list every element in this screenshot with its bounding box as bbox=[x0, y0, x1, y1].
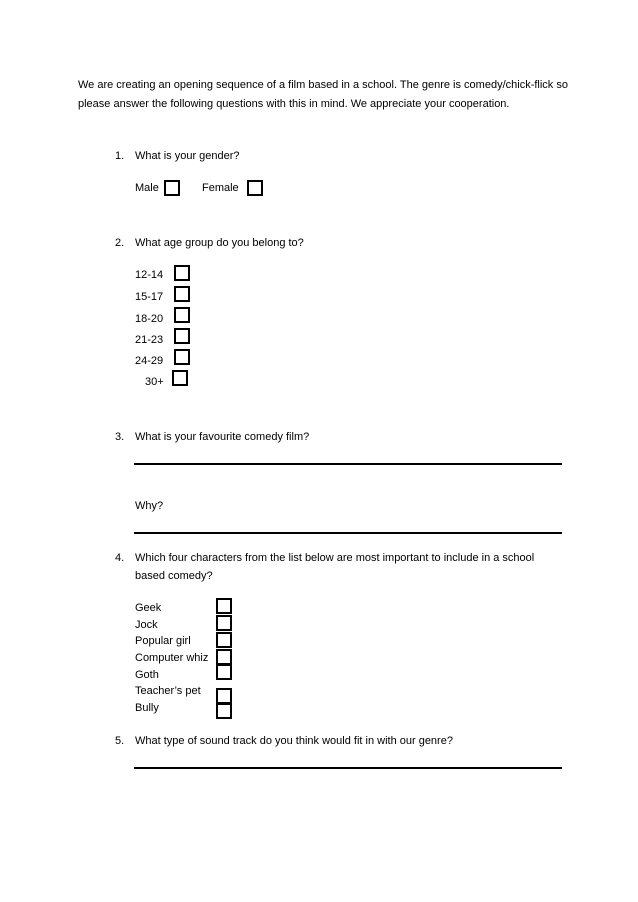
age-option-label: 24-29 bbox=[135, 355, 164, 367]
character-bully-checkbox[interactable] bbox=[216, 703, 232, 719]
age-24-29-checkbox[interactable] bbox=[174, 349, 190, 365]
question-1-text: What is your gender? bbox=[135, 150, 240, 162]
character-option-label: Goth bbox=[135, 669, 159, 681]
character-popular-girl-checkbox[interactable] bbox=[216, 632, 232, 648]
why-answer-line[interactable] bbox=[134, 532, 562, 534]
character-option-label: Teacher’s pet bbox=[135, 685, 201, 697]
question-4-text-line1: Which four characters from the list below are most important to include in a school bbox=[135, 552, 535, 564]
question-4-number: 4. bbox=[115, 552, 125, 564]
question-5-number: 5. bbox=[115, 735, 125, 747]
soundtrack-answer-line[interactable] bbox=[134, 767, 562, 769]
gender-option-female-label: Female bbox=[202, 182, 239, 194]
gender-male-checkbox[interactable] bbox=[164, 180, 180, 196]
question-2-number: 2. bbox=[115, 237, 125, 249]
age-option-label: 12-14 bbox=[135, 269, 164, 281]
age-option-label: 15-17 bbox=[135, 291, 164, 303]
question-2-text: What age group do you belong to? bbox=[135, 237, 304, 249]
age-21-23-checkbox[interactable] bbox=[174, 328, 190, 344]
age-15-17-checkbox[interactable] bbox=[174, 286, 190, 302]
character-goth-checkbox[interactable] bbox=[216, 664, 232, 680]
character-jock-checkbox[interactable] bbox=[216, 615, 232, 631]
character-geek-checkbox[interactable] bbox=[216, 598, 232, 614]
question-3-followup: Why? bbox=[135, 500, 164, 512]
character-option-label: Jock bbox=[135, 619, 158, 631]
gender-option-male-label: Male bbox=[135, 182, 159, 194]
gender-female-checkbox[interactable] bbox=[247, 180, 263, 196]
age-option-label: 18-20 bbox=[135, 313, 164, 325]
age-option-label: 30+ bbox=[145, 376, 164, 388]
age-option-label: 21-23 bbox=[135, 334, 164, 346]
question-4-text-line2: based comedy? bbox=[135, 570, 213, 582]
question-3-text: What is your favourite comedy film? bbox=[135, 431, 310, 443]
character-option-label: Geek bbox=[135, 602, 162, 614]
favourite-film-answer-line[interactable] bbox=[134, 463, 562, 465]
intro-text: We are creating an opening sequence of a film based in a school. The genre is comedy/chick-flick so please answer the following questions with this in mind. We appreciate your cooperation. bbox=[78, 79, 568, 110]
character-option-label: Bully bbox=[135, 702, 159, 714]
age-12-14-checkbox[interactable] bbox=[174, 265, 190, 281]
character-option-label: Computer whiz bbox=[135, 652, 209, 664]
age-30-plus-checkbox[interactable] bbox=[172, 370, 188, 386]
character-teachers-pet-checkbox[interactable] bbox=[216, 688, 232, 704]
question-5-text: What type of sound track do you think would fit in with our genre? bbox=[135, 735, 453, 747]
question-1-number: 1. bbox=[115, 150, 125, 162]
character-option-label: Popular girl bbox=[135, 635, 191, 647]
character-computer-whiz-checkbox[interactable] bbox=[216, 649, 232, 665]
age-18-20-checkbox[interactable] bbox=[174, 307, 190, 323]
question-3-number: 3. bbox=[115, 431, 125, 443]
